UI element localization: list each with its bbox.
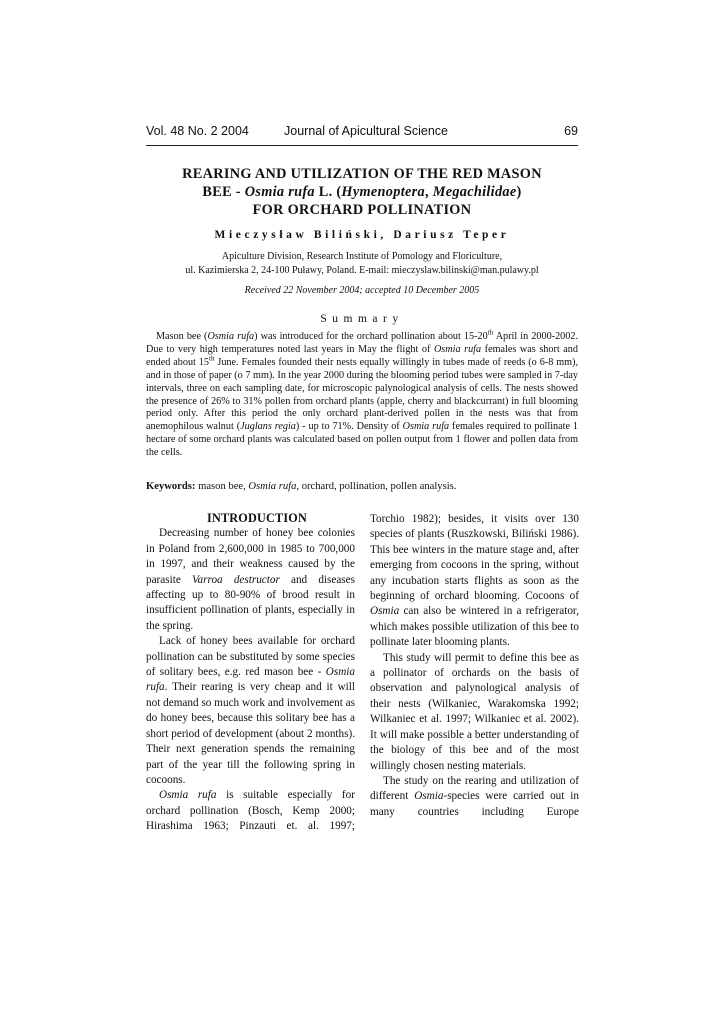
right-column xyxy=(370,512,579,820)
intro-paragraph-1: Decreasing number of honey bee colonies in Poland from 2,600,000 in 1985 to 700,000 in 1997, and their weakness caused by the parasite Varroa destructor and diseases affecting up to 80-90% of brood result in insufficient pollination of plants, especially in the spring. xyxy=(146,527,355,632)
article-title xyxy=(146,165,578,219)
page-number: 69 xyxy=(564,124,578,138)
right-paragraph-2: This study will permit to define this bee as a pollinator of orchards on the basis of observation and palynological analysis of their nests (Wilkaniec, Warakomska 1992; Wilkaniec et al. 1997; Wilkaniec et al. 2002). It will make possible a better understanding of the biology of this bee and of the most willingly chosen nesting materials. xyxy=(370,651,579,772)
affiliation-line-1: Apiculture Division, Research Institute of Pomology and Floriculture, xyxy=(221,251,503,262)
summary-heading: Summary xyxy=(320,313,404,325)
title-line-2: BEE - Osmia rufa L. (Hymenoptera, Megachilidae) xyxy=(202,184,522,200)
keywords: Keywords: mason bee, Osmia rufa, orchard, pollination, pollen analysis. xyxy=(146,481,457,492)
authors: Mieczysław Biliński, Dariusz Teper xyxy=(214,229,510,241)
running-header xyxy=(146,124,578,144)
title-line-3: FOR ORCHARD POLLINATION xyxy=(252,202,472,218)
received-dates: Received 22 November 2004; accepted 10 December 2005 xyxy=(244,285,480,296)
right-paragraph-1: Torchio 1982); besides, it visits over 130 species of plants (Ruszkowski, Biliński 1986). This bee winters in the mature stage and, after emerging from cocoons in the spring, without any incubation starts flights as soon as the beginning of orchard blooming. Cocoons of Osmia can also be wintered in a refrigerator, which makes possible utilization of this bee to pollinate later blooming plants. xyxy=(370,513,579,649)
keywords-label: Keywords: xyxy=(146,481,196,492)
title-line-1: REARING AND UTILIZATION OF THE RED MASON xyxy=(182,166,542,182)
journal-name: Journal of Apicultural Science xyxy=(284,124,448,138)
header-rule xyxy=(146,145,578,146)
intro-paragraph-2: Lack of honey bees available for orchard pollination can be substituted by some species of solitary bees, e.g. red mason bee - Osmia rufa. Their rearing is very cheap and it will not demand so much work and involvement as do honey bees, because this solitary bee has a short period of development (about 2 months). Their next generation spends the remaining part of the year till the following spring in cocoons. xyxy=(146,635,355,786)
introduction-heading: INTRODUCTION xyxy=(207,511,307,525)
intro-paragraph-3: Osmia rufa is suitable especially for orchard pollination (Bosch, Kemp 2000; Hirashima 1963; Pinzauti et. al. 1997; xyxy=(146,789,355,833)
volume-info: Vol. 48 No. 2 2004 xyxy=(146,124,249,138)
affiliation xyxy=(146,250,578,278)
right-paragraph-3: The study on the rearing and utilization of different Osmia-species were carried out in many countries including Europe xyxy=(370,774,579,818)
affiliation-line-2: ul. Kazimierska 2, 24-100 Puławy, Poland. E-mail: mieczyslaw.bilinski@man.pulawy.pl xyxy=(185,265,539,276)
abstract-text: Mason bee (Osmia rufa) was introduced for the orchard pollination about 15-20th April in 2000-2002. Due to very high temperatures noted last years in May the flight of Osmia rufa females was short and ended about 15th June. Females founded their nests equally willingly in tubes made of reeds (o 6-8 mm), and in those of paper (o 7 mm). In the year 2000 during the blooming period tubes were sampled in 7-day intervals, three on each sampling date, for microscopic palynological analysis of cells. The nests showed the presence of 26% to 31% pollen from orchard plants (apple, cherry and blackcurrant) in full blooming period only. After this period the only orchard plant-derived pollen in the nests was that from anemophilous walnut (Juglans regia) - up to 71%. Density of Osmia rufa females required to pollinate 1 hectare of some orchard plants was calculated based on pollen output from 1 flower and pollen data from the cells. xyxy=(146,328,579,459)
left-column xyxy=(146,511,355,835)
